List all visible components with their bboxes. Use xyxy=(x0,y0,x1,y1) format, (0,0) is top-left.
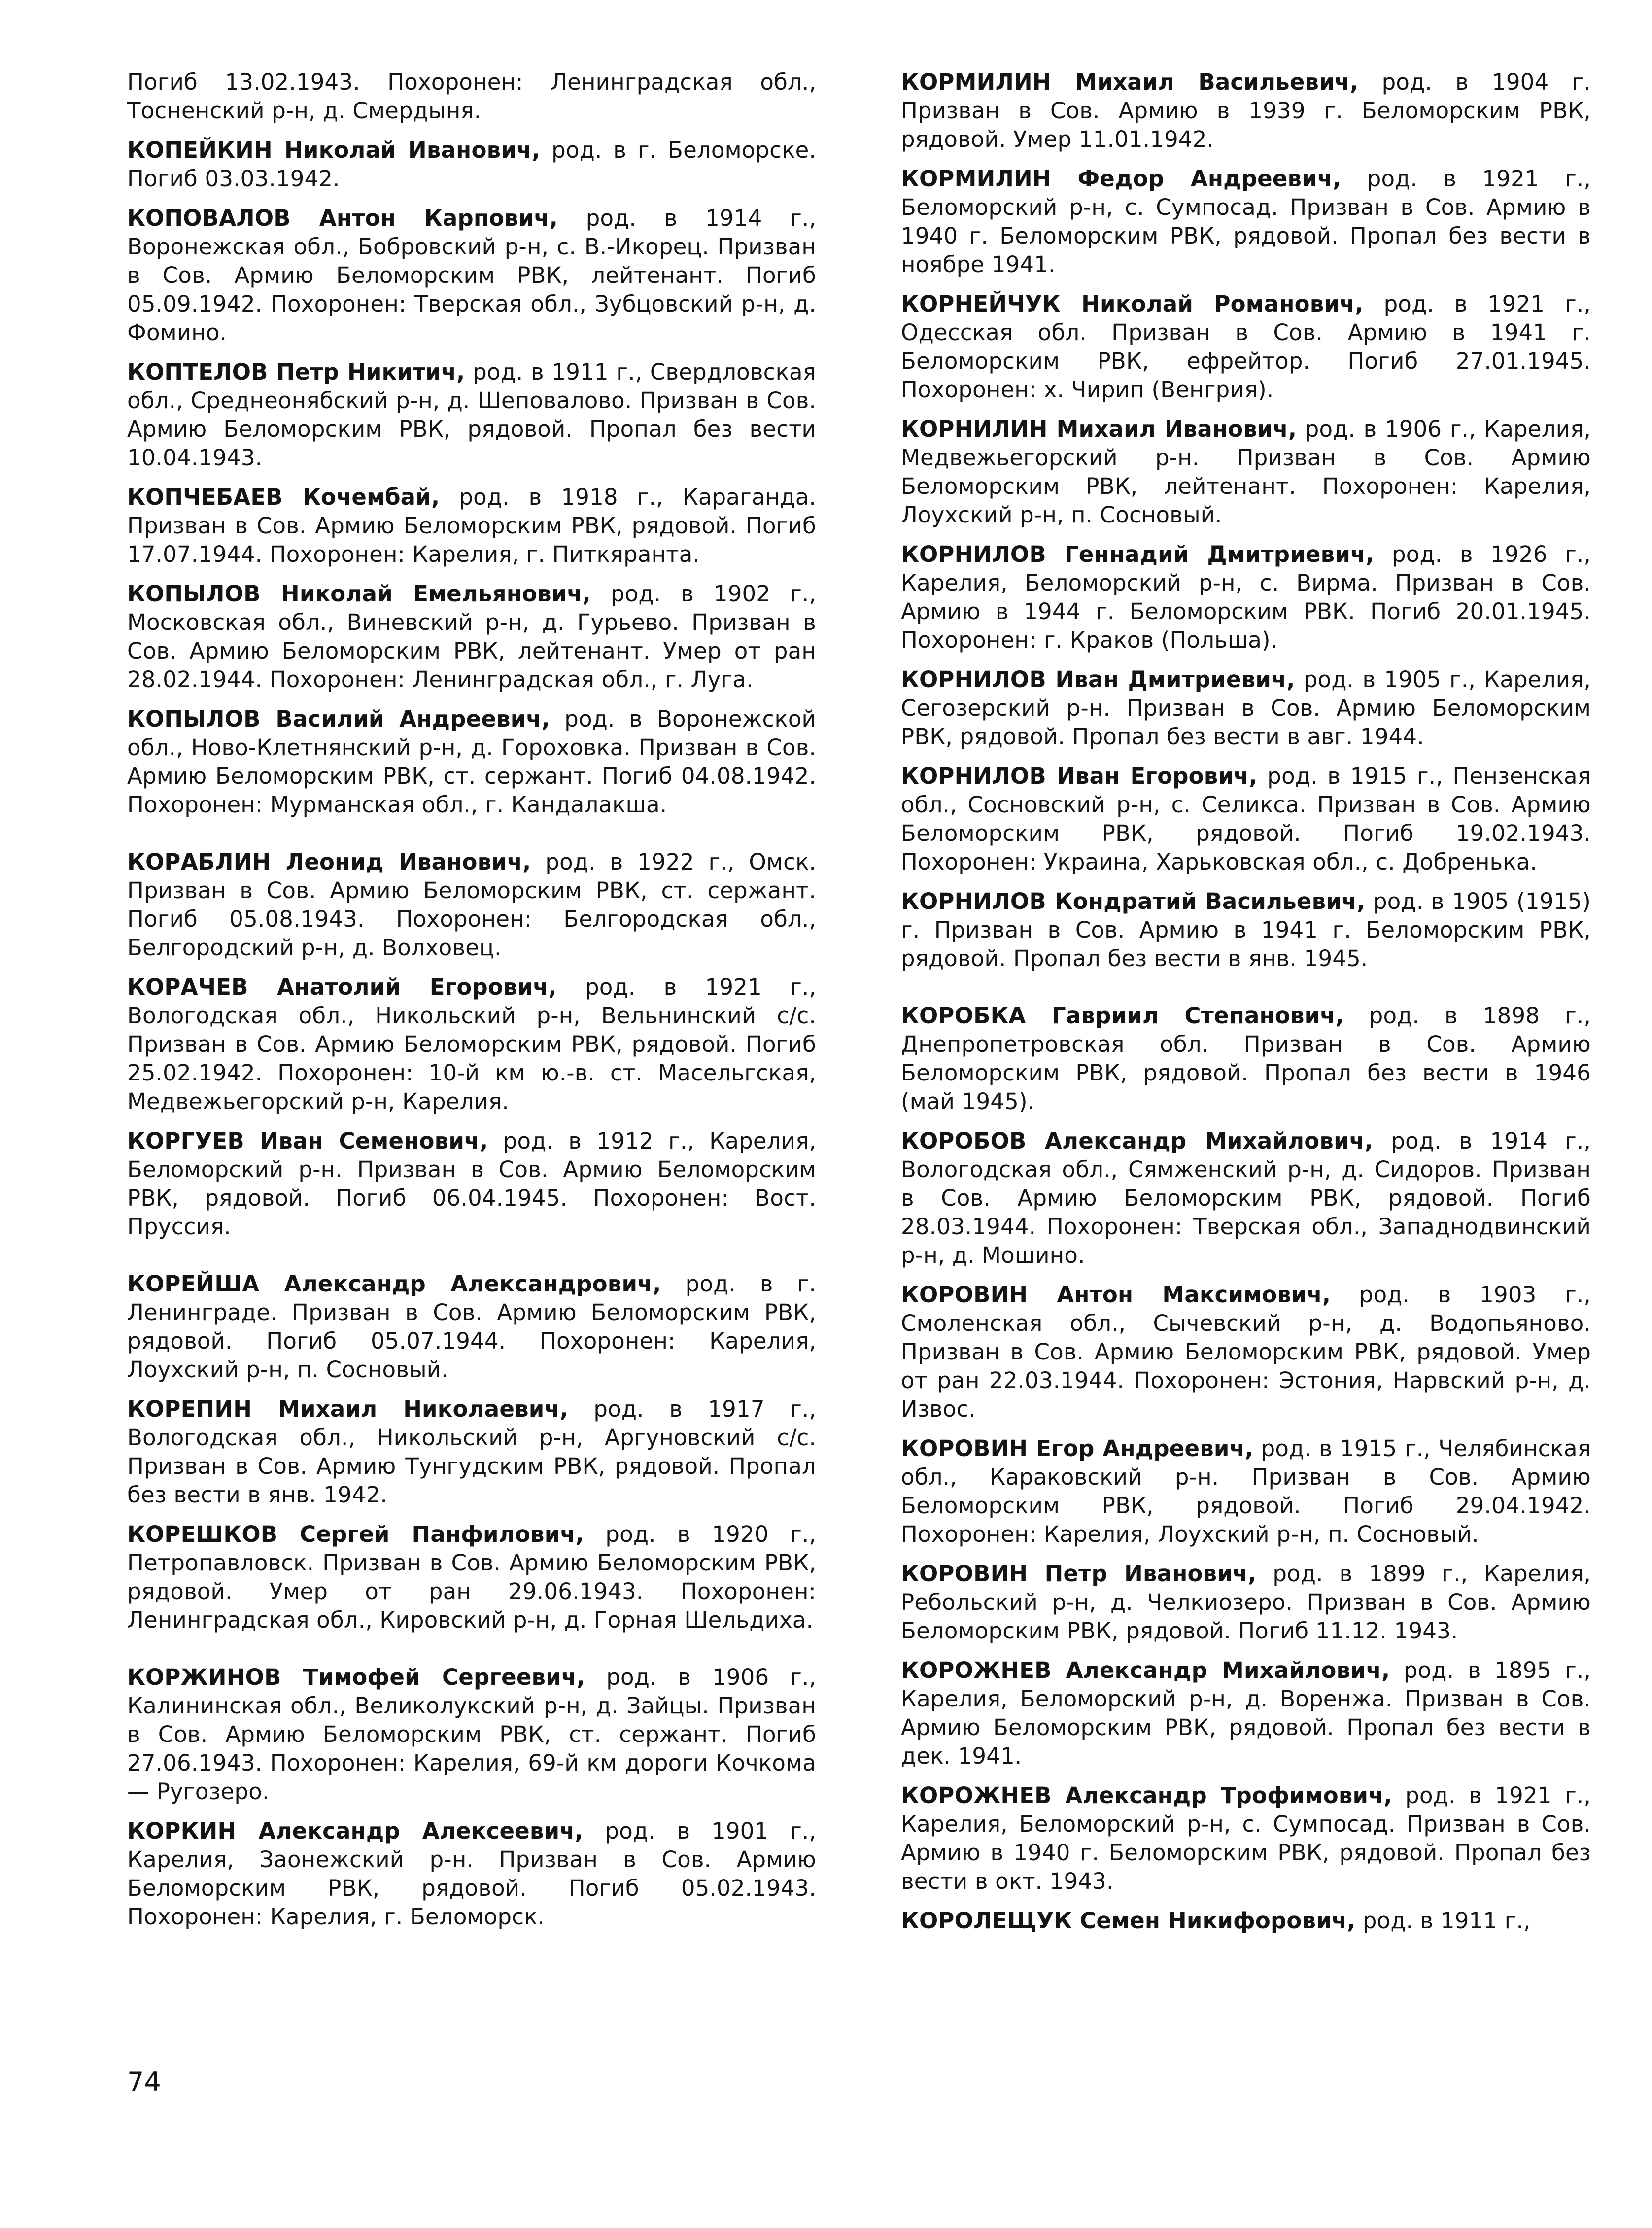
entry-text: род. в 1911 г., xyxy=(1355,1908,1531,1934)
entry xyxy=(901,1281,1591,1424)
entry-text: род. в 1902 г., Московская обл., Виневский р-н, д. Гурьево. Призван в Сов. Армию Беломорским РВК, лейтенант. Умер от ран 28.02.1944. Похоронен: Ленинградская обл., г. Луга. xyxy=(127,581,816,693)
entry xyxy=(901,1560,1591,1645)
entry-text: род. в 1915 г., Пензенская обл., Сосновский р-н, с. Селикса. Призван в Сов. Армию Беломорским РВК, рядовой. Погиб 19.02.1943. Похоронен: Украина, Харьковская обл., с. Добренька. xyxy=(901,763,1591,875)
entry-text: род. в 1906 г., Карелия, Медвежьегорский р-н. Призван в Сов. Армию Беломорским РВК, лейтенант. Похоронен: Карелия, Лоухский р-н, п. Сосновый. xyxy=(901,416,1591,528)
entry xyxy=(901,1002,1591,1116)
entry-text: род. в 1921 г., Беломорский р-н, с. Сумпосад. Призван в Сов. Армию в 1940 г. Беломорским РВК, рядовой. Пропал без вести в ноябре 1941. xyxy=(901,166,1591,278)
entry xyxy=(901,665,1591,751)
entry-text: род. в 1904 г. Призван в Сов. Армию в 1939 г. Беломорским РВК, рядовой. Умер 11.01.1942. xyxy=(901,69,1591,152)
entry-name: КОПЧЕБАЕВ Кочембай, xyxy=(127,484,440,510)
entry xyxy=(127,136,816,193)
entry-name: КОРНИЛОВ Иван Егорович, xyxy=(901,763,1258,789)
page-number: 74 xyxy=(127,2066,161,2097)
entry-text: род. в 1926 г., Карелия, Беломорский р-н, с. Вирма. Призван в Сов. Армию в 1944 г. Беломорским РВК. Погиб 20.01.1945. Похоронен: г. Краков (Польша). xyxy=(901,541,1591,653)
entry xyxy=(127,1395,816,1509)
entry-text: род. в 1922 г., Омск. Призван в Сов. Армию Беломорским РВК, ст. сержант. Погиб 05.08.1943. Похоронен: Белгородская обл., Белгородский р-н, д. Волховец. xyxy=(127,849,816,961)
entry-text: род. в 1911 г., Свердловская обл., Среднеонябский р-н, д. Шеповалово. Призван в Сов. Армию Беломорским РВК, рядовой. Пропал без вести 10.04.1943. xyxy=(127,359,816,471)
entry xyxy=(901,68,1591,154)
entry xyxy=(901,1656,1591,1771)
entry-name: КОРОВИН Петр Иванович, xyxy=(901,1561,1257,1587)
entry-text: Погиб 13.02.1943. Похоронен: Ленинградская обл., Тосненский р-н, д. Смердыня. xyxy=(127,69,816,124)
entry xyxy=(901,887,1591,973)
entry-text: род. в 1915 г., Челябинская обл., Караковский р-н. Призван в Сов. Армию Беломорским РВК, рядовой. Погиб 29.04.1942. Похоронен: Карелия, Лоухский р-н, п. Сосновый. xyxy=(901,1435,1591,1547)
entry-text: род. в 1918 г., Караганда. Призван в Сов. Армию Беломорским РВК, рядовой. Погиб 17.07.1944. Похоронен: Карелия, г. Питкяранта. xyxy=(127,484,816,567)
entry xyxy=(901,1127,1591,1270)
entry-name: КОРОБОВ Александр Михайлович, xyxy=(901,1128,1374,1154)
entry xyxy=(127,580,816,694)
entry-name: КОПЕЙКИН Николай Иванович, xyxy=(127,137,541,163)
entry xyxy=(127,483,816,569)
entry-text: род. в 1895 г., Карелия, Беломорский р-н, д. Воренжа. Призван в Сов. Армию Беломорским РВК, рядовой. Пропал без вести в дек. 1941. xyxy=(901,1657,1591,1769)
entry-name: КОРНИЛИН Михаил Иванович, xyxy=(901,416,1297,442)
entry-text: род. в 1912 г., Карелия, Беломорский р-н. Призван в Сов. Армию Беломорским РВК, рядовой. Погиб 06.04.1945. Похоронен: Вост. Пруссия. xyxy=(127,1128,816,1240)
entry-name: КОПТЕЛОВ Петр Никитич, xyxy=(127,359,465,385)
entry xyxy=(127,1520,816,1635)
entry-name: КОРОЛЕЩУК Семен Никифорович, xyxy=(901,1908,1356,1934)
entry-name: КОРГУЕВ Иван Семенович, xyxy=(127,1128,488,1154)
entry-name: КОРНИЛОВ Кондратий Васильевич, xyxy=(901,888,1366,914)
entry xyxy=(901,540,1591,655)
entry-text: род. в 1914 г., Вологодская обл., Сямженский р-н, д. Сидоров. Призван в Сов. Армию Беломорским РВК, рядовой. Погиб 28.03.1944. Похоронен: Тверская обл., Западнодвинский р-н, д. Мошино. xyxy=(901,1128,1591,1268)
entry-text: род. в 1921 г., Одесская обл. Призван в Сов. Армию в 1941 г. Беломорским РВК, ефрейтор. Погиб 27.01.1945. Похоронен: х. Чирип (Венгрия). xyxy=(901,291,1591,403)
entry-text: род. в г. Беломорске. Погиб 03.03.1942. xyxy=(127,137,817,192)
entry-name: КОРЕПИН Михаил Николаевич, xyxy=(127,1396,568,1422)
entry xyxy=(127,1270,816,1384)
entry-text: род. в 1898 г., Днепропетровская обл. Призван в Сов. Армию Беломорским РВК, рядовой. Пропал без вести в 1946 (май 1945). xyxy=(901,1003,1591,1114)
entry-name: КОРНЕЙЧУК Николай Романович, xyxy=(901,291,1364,317)
entry xyxy=(127,848,816,962)
entry-text: род. в 1914 г., Воронежская обл., Бобровский р-н, с. В.-Икорец. Призван в Сов. Армию Беломорским РВК, лейтенант. Погиб 05.09.1942. Похоронен: Тверская обл., Зубцовский р-н, д. Фомино. xyxy=(127,205,816,346)
entry-name: КОПОВАЛОВ Антон Карпович, xyxy=(127,205,558,231)
entry xyxy=(127,1663,816,1806)
entry-name: КОРОБКА Гавриил Степанович, xyxy=(901,1003,1344,1029)
entry xyxy=(127,68,816,125)
entry-text: род. в г. Ленинграде. Призван в Сов. Армию Беломорским РВК, рядовой. Погиб 05.07.1944. Похоронен: Карелия, Лоухский р-н, п. Сосновый. xyxy=(127,1271,816,1383)
entry xyxy=(127,973,816,1116)
entry-text: род. в 1921 г., Вологодская обл., Никольский р-н, Вельнинский с/с. Призван в Сов. Армию Беломорским РВК, рядовой. Погиб 25.02.1942. Похоронен: 10-й км ю.-в. ст. Масельгская, Медвежьегорский р-н, Карелия. xyxy=(127,974,816,1114)
entry xyxy=(127,1127,816,1241)
right-column xyxy=(901,68,1591,1946)
entry xyxy=(901,1781,1591,1896)
entry-name: КОРМИЛИН Михаил Васильевич, xyxy=(901,69,1359,95)
entry xyxy=(901,290,1591,404)
entry-text: род. в 1903 г., Смоленская обл., Сычевский р-н, д. Водопьяново. Призван в Сов. Армию Беломорским РВК, рядовой. Умер от ран 22.03.1944. Похоронен: Эстония, Нарвский р-н, д. Извос. xyxy=(901,1282,1591,1422)
entry-name: КОПЫЛОВ Василий Андреевич, xyxy=(127,706,550,732)
entry-name: КОРОВИН Антон Максимович, xyxy=(901,1282,1331,1308)
entry-text: род. в 1921 г., Карелия, Беломорский р-н, с. Сумпосад. Призван в Сов. Армию в 1940 г. Беломорским РВК, рядовой. Пропал без вести в окт. 1943. xyxy=(901,1782,1591,1894)
entry xyxy=(127,1817,816,1931)
entry-name: КОРАБЛИН Леонид Иванович, xyxy=(127,849,531,875)
entry-name: КОРНИЛОВ Геннадий Дмитриевич, xyxy=(901,541,1375,567)
entry-name: КОРОЖНЕВ Александр Михайлович, xyxy=(901,1657,1390,1683)
entry-name: КОРЕЙША Александр Александрович, xyxy=(127,1271,661,1297)
entry-text: род. в 1906 г., Калининская обл., Великолукский р-н, д. Зайцы. Призван в Сов. Армию Беломорским РВК, ст. сержант. Погиб 27.06.1943. Похоронен: Карелия, 69-й км дороги Кочкома — Ругозеро. xyxy=(127,1664,816,1805)
entry-name: КОРНИЛОВ Иван Дмитриевич, xyxy=(901,666,1295,693)
entry xyxy=(901,415,1591,529)
entry-text: род. в 1920 г., Петропавловск. Призван в Сов. Армию Беломорским РВК, рядовой. Умер от ран 29.06.1943. Похоронен: Ленинградская обл., Кировский р-н, д. Горная Шельдиха. xyxy=(127,1521,816,1633)
entry-name: КОРОЖНЕВ Александр Трофимович, xyxy=(901,1782,1392,1809)
entry-name: КОРКИН Александр Алексеевич, xyxy=(127,1818,584,1844)
entry-name: КОРЖИНОВ Тимофей Сергеевич, xyxy=(127,1664,585,1690)
entry-name: КОРЕШКОВ Сергей Панфилович, xyxy=(127,1521,584,1547)
entry-name: КОРМИЛИН Федор Андреевич, xyxy=(901,166,1342,192)
entry-text: род. в 1899 г., Карелия, Ребольский р-н, д. Челкиозеро. Призван в Сов. Армию Беломорским РВК, рядовой. Погиб 11.12. 1943. xyxy=(901,1561,1591,1644)
entry-name: КОРОВИН Егор Андреевич, xyxy=(901,1435,1253,1462)
entry xyxy=(901,165,1591,279)
entry-text: род. в 1917 г., Вологодская обл., Никольский р-н, Аргуновский с/с. Призван в Сов. Армию Тунгудским РВК, рядовой. Пропал без вести в янв. 1942. xyxy=(127,1396,816,1508)
entry xyxy=(901,1907,1591,1935)
entry xyxy=(127,358,816,472)
entry xyxy=(901,762,1591,876)
entry-text: род. в 1901 г., Карелия, Заонежский р-н. Призван в Сов. Армию Беломорским РВК, рядовой. Погиб 05.02.1943. Похоронен: Карелия, г. Беломорск. xyxy=(127,1818,816,1930)
left-column xyxy=(127,68,816,1942)
entry-text: род. в Воронежской обл., Ново-Клетнянский р-н, д. Гороховка. Призван в Сов. Армию Беломорским РВК, ст. сержант. Погиб 04.08.1942. Похоронен: Мурманская обл., г. Кандалакша. xyxy=(127,706,816,818)
entry-name: КОПЫЛОВ Николай Емельянович, xyxy=(127,581,591,607)
entry xyxy=(127,705,816,819)
entry xyxy=(127,204,816,347)
entry-text: род. в 1905 (1915) г. Призван в Сов. Армию в 1941 г. Беломорским РВК, рядовой. Пропал без вести в янв. 1945. xyxy=(901,888,1591,972)
entry-name: КОРАЧЕВ Анатолий Егорович, xyxy=(127,974,557,1000)
entry-text: род. в 1905 г., Карелия, Сегозерский р-н. Призван в Сов. Армию Беломорским РВК, рядовой. Пропал без вести в авг. 1944. xyxy=(901,666,1591,750)
entry xyxy=(901,1434,1591,1549)
